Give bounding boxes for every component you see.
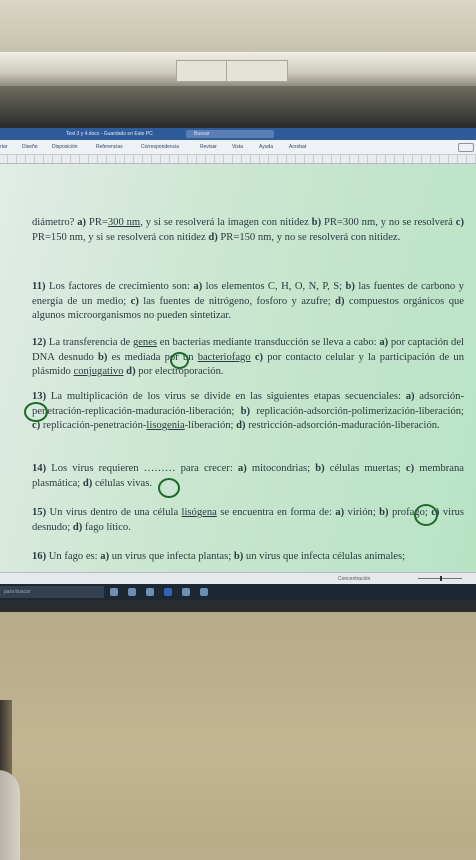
- tab-insertar[interactable]: rtar: [0, 144, 8, 150]
- answer-circle-mark: [170, 352, 189, 369]
- screen-bracket: [226, 60, 288, 82]
- tab-ayuda[interactable]: Ayuda: [259, 144, 274, 150]
- zoom-slider[interactable]: [418, 578, 462, 579]
- file-explorer-icon[interactable]: [128, 588, 136, 596]
- monitor-top-edge: [0, 86, 476, 128]
- monitor: [0, 124, 476, 612]
- tab-correspondencia[interactable]: Correspondencia: [141, 144, 180, 150]
- answer-circle-mark: [158, 478, 180, 498]
- window-title: Test 3 y 4.docx - Guardado en Este PC: [66, 131, 153, 137]
- question-12: 12) La transferencia de genes en bacterias mediante transducción se lleva a cabo: a) por captación del DNA desnudo b) es mediada por un bacteriofago c) por contacto celular y la participación de un plásmido conjugativo d) por electroporación.: [32, 337, 465, 378]
- focus-mode-button[interactable]: Concentración: [338, 576, 371, 582]
- horizontal-ruler: [0, 155, 476, 164]
- mail-icon[interactable]: [200, 588, 208, 596]
- question-11: 11) Los factores de crecimiento son: a) los elementos C, H, O, N, P, S; b) las fuentes de carbono y energía de un medio; c) las fuentes de nitrógeno, fosforo y azufre; d) compuestos orgánicos que algunos microorganismos no pueden sintetizar.: [32, 281, 465, 322]
- word-icon[interactable]: [164, 588, 172, 596]
- word-titlebar: [0, 128, 476, 140]
- question-14: 14) Los virus requieren ……… para crecer: a) mitocondrias; b) células muertas; c) membrana plasmática; d) células vivas.: [32, 463, 464, 489]
- classroom-wall: [0, 612, 476, 848]
- tab-vista[interactable]: Vista: [232, 144, 244, 150]
- tab-diseno[interactable]: Diseño: [22, 144, 38, 150]
- windows-taskbar: [0, 584, 476, 600]
- question-13: 13) La multiplicación de los virus se divide en las siguientes etapas secuenciales: a) adsorción-penetración-replicación-maduración-liberación; b) replicación-adsorción-polimerización-liberación; c) replicación-penetración-lisogenia-liberación; d) restricción-adsorción-maduración-liberación.: [32, 391, 464, 432]
- browser-icon[interactable]: [146, 588, 154, 596]
- question-15: 15) Un virus dentro de una célula lisógena se encuentra en forma de: a) virión; b) profago; c) virus desnudo; d) fago lítico.: [32, 507, 465, 533]
- tab-referencias[interactable]: Referencias: [96, 144, 123, 150]
- task-view-icon[interactable]: [110, 588, 118, 596]
- question-16: 16) Un fago es: a) un virus que infecta plantas; b) un virus que infecta células animales;: [32, 551, 406, 562]
- share-icon[interactable]: [458, 143, 474, 152]
- taskbar-search-input[interactable]: para buscar: [0, 586, 104, 598]
- tab-acrobat[interactable]: Acrobat: [289, 144, 307, 150]
- store-icon[interactable]: [182, 588, 190, 596]
- ceiling: [0, 0, 476, 58]
- tab-disposicion[interactable]: Disposición: [52, 144, 78, 150]
- answer-circle-mark: [414, 504, 438, 526]
- person-shoulder: [0, 770, 20, 860]
- question-10: diámetro? a) PR=300 nm, y si se resolverá la imagen con nitidez b) PR=300 nm, y no se resolverá c) PR=150 nm, y si se resolverá con nitidez d) PR=150 nm, y no se resolverá con nitidez.: [32, 217, 464, 243]
- answer-circle-mark: [24, 402, 48, 422]
- tab-revisar[interactable]: Revisar: [200, 144, 217, 150]
- ribbon-tabs: [0, 140, 476, 155]
- title-search-box[interactable]: Buscar: [186, 130, 274, 138]
- document-page: [0, 164, 476, 572]
- projector-screen-housing: [0, 52, 476, 86]
